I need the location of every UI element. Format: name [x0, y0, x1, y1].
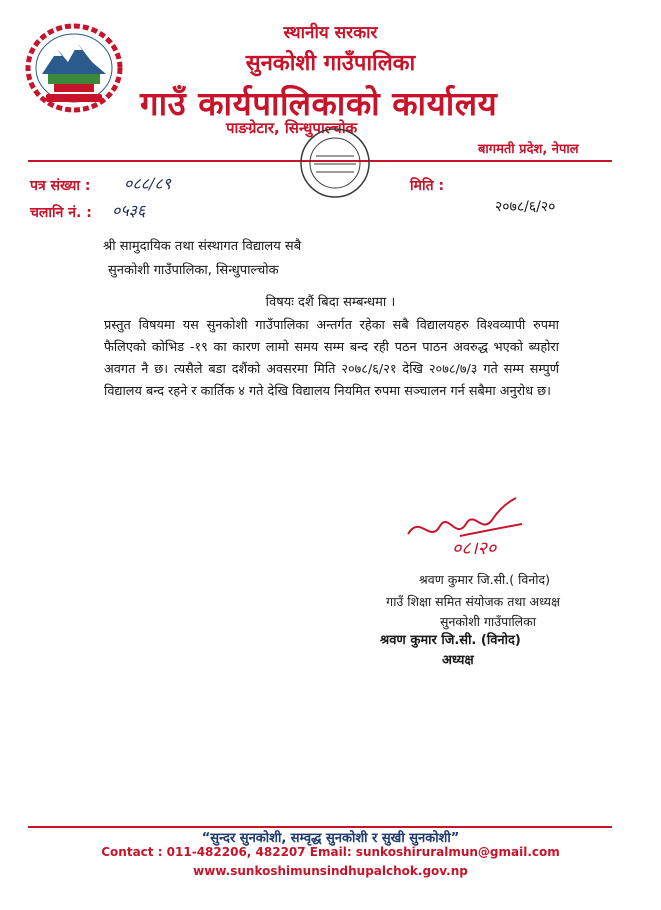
footer-website-link[interactable]: www.sunkoshimunsindhupalchok.gov.np	[193, 864, 468, 878]
chalani-label: चलानि नं. :	[30, 205, 92, 221]
stamp-title: अध्यक्ष	[442, 653, 474, 668]
chalani-value: ०५३६	[112, 201, 146, 220]
handwritten-signature-date: ०८।२०	[452, 538, 497, 559]
signatory-designation: गाउँ शिक्षा समित संयोजक तथा अध्यक्ष	[386, 594, 560, 609]
footer-slogan: “सुन्दर सुनकोशी, सम्वृद्ध सुनकोशी र सुखी सुनकोशी”	[201, 831, 460, 846]
patra-sankhya-value: ०८८/८९	[124, 174, 171, 193]
stamp-name: श्रवण कुमार जि.सी. (विनोद)	[380, 633, 521, 648]
patra-sankhya-label: पत्र संख्या :	[30, 178, 91, 194]
miti-label: मिति :	[410, 178, 445, 194]
addressee-line1: श्री सामुदायिक तथा संस्थागत विद्यालय सबै	[103, 239, 302, 254]
footer-contact: Contact : 011-482206, 482207 Email: sunkoshiruralmun@gmail.com	[101, 845, 560, 859]
signatory-office: सुनकोशी गाउँपालिका	[440, 614, 536, 629]
letterhead-office-title: गाउँ कार्यपालिकाको कार्यालय	[140, 84, 498, 123]
subject-line: विषयः दशैं बिदा सम्बन्धमा ।	[265, 295, 396, 310]
letterhead-address: पाङग्रेटार, सिन्धुपाल्चोक	[226, 119, 358, 137]
letterhead-municipality: सुनकोशी गाउँपालिका	[245, 51, 416, 76]
signatory-name: श्रवण कुमार जि.सी.( विनोद)	[418, 572, 550, 587]
letter-body: प्रस्तुत विषयमा यस सुनकोशी गाउँपालिका अन्तर्गत रहेका सबै विद्यालयहरु विश्वव्यापी रुपमा फैलिएको कोभिड -१९ का कारण लामो समय सम्म बन्द रही पठन पाठन अवरुद्ध भएको ब्यहोरा अवगत नै छ। त्यसैले बडा दशैंको अवसरमा मिति २०७८/६/२१ देखि २०७८/७/३ गते सम्म सम्पुर्ण विद्यालय बन्द रहने र कार्तिक ४ गते देखि विद्यालय नियमित रुपमा सञ्चालन गर्न सबैमा अनुरोध छ।	[104, 318, 559, 399]
letterhead-province: बागमती प्रदेश, नेपाल	[478, 142, 579, 157]
miti-value: २०७८/६/२०	[495, 199, 556, 215]
office-stamp	[298, 126, 372, 200]
addressee-line2: सुनकोशी गाउँपालिका, सिन्धुपाल्चोक	[108, 263, 279, 278]
letterhead-line1: स्थानीय सरकार	[283, 23, 378, 43]
